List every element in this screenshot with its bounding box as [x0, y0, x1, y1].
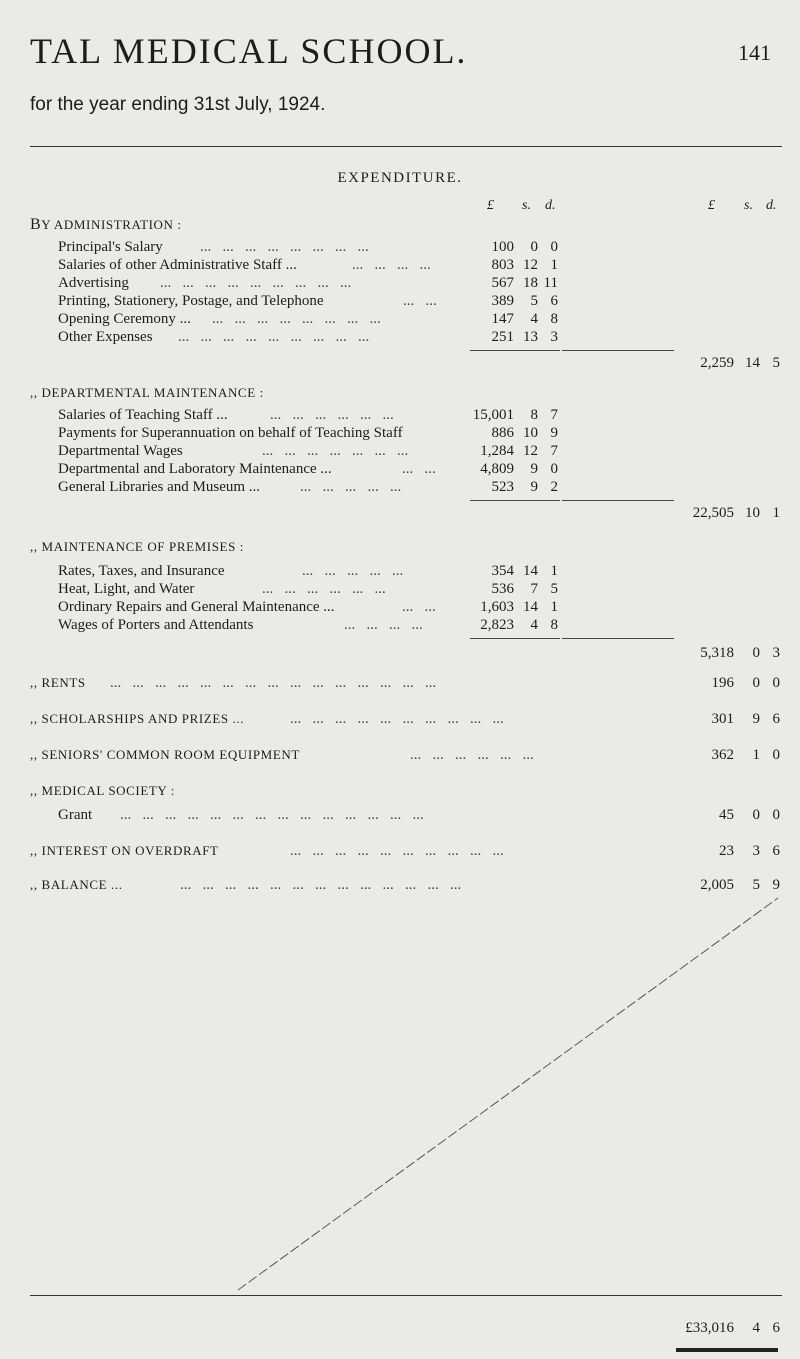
row-label: Departmental Wages — [58, 443, 183, 459]
amount-pounds: 100 — [491, 239, 514, 255]
page-subtitle: for the year ending 31st July, 1924. — [30, 94, 326, 115]
leader-dots: ... ... ... ... ... ... ... ... ... — [160, 275, 352, 291]
row-label: ,, MEDICAL SOCIETY : — [30, 783, 176, 798]
grand-total-pounds: £33,016 — [685, 1320, 734, 1336]
amount-pence: 9 — [550, 425, 558, 441]
total-shillings-header: s. — [744, 198, 753, 213]
amount-pounds: 15,001 — [472, 407, 514, 423]
amount-pence: 1 — [550, 563, 558, 579]
sub-pounds-header: £ — [487, 198, 494, 213]
total-pence: 6 — [772, 843, 780, 859]
leader-dots: ... ... ... ... ... ... ... ... ... ... — [290, 711, 504, 727]
leader-dots: ... ... ... ... ... ... ... ... ... ... ... ... ... ... ... — [110, 675, 437, 691]
total-shillings: 5 — [752, 877, 760, 893]
leader-dots: ... ... ... ... ... ... — [410, 747, 534, 763]
row-label: ,, RENTS — [30, 675, 86, 690]
amount-pence: 0 — [550, 239, 558, 255]
amount-shillings: 0 — [530, 239, 538, 255]
amount-pounds: 4,809 — [480, 461, 514, 477]
total-pence: 0 — [772, 807, 780, 823]
amount-pence: 1 — [550, 257, 558, 273]
amount-pounds: 354 — [491, 563, 514, 579]
amount-pence: 5 — [550, 581, 558, 597]
row-label: Heat, Light, and Water — [58, 581, 195, 597]
total-shillings: 14 — [745, 355, 760, 371]
leader-dots: ... ... ... ... ... ... ... — [262, 443, 409, 459]
amount-pounds: 567 — [491, 275, 514, 291]
total-pence-header: d. — [766, 198, 777, 213]
leader-dots: ... ... ... ... ... ... ... ... — [200, 239, 369, 255]
grand-total-underline — [676, 1348, 778, 1352]
amount-pounds: 1,603 — [480, 599, 514, 615]
row-label: Salaries of Teaching Staff ... — [58, 407, 228, 423]
amount-pence: 0 — [550, 461, 558, 477]
amount-pence: 7 — [550, 407, 558, 423]
amount-shillings: 18 — [523, 275, 538, 291]
total-pounds: 301 — [711, 711, 734, 727]
amount-shillings: 5 — [530, 293, 538, 309]
amount-shillings: 12 — [523, 443, 538, 459]
row-label: Printing, Stationery, Postage, and Telephone — [58, 293, 324, 309]
total-pounds: 2,005 — [700, 877, 734, 893]
amount-pence: 7 — [550, 443, 558, 459]
grand-total-row — [0, 1320, 800, 1340]
group-heading-label: BY ADMINISTRATION : — [30, 216, 182, 233]
amount-shillings: 14 — [523, 599, 538, 615]
row-label: ,, SCHOLARSHIPS AND PRIZES ... — [30, 711, 245, 726]
row-label: General Libraries and Museum ... — [58, 479, 261, 495]
total-pence: 9 — [772, 877, 780, 893]
grand-total-shillings: 4 — [752, 1320, 760, 1336]
row-label: ,, SENIORS' COMMON ROOM EQUIPMENT — [30, 747, 300, 762]
leader-dots: ... ... ... ... ... — [300, 479, 402, 495]
amount-pounds: 523 — [491, 479, 514, 495]
total-pence: 1 — [772, 505, 780, 521]
total-pence: 0 — [772, 747, 780, 763]
group-heading-label: ,, MAINTENANCE OF PREMISES : — [30, 539, 244, 554]
row-label: ,, INTEREST ON OVERDRAFT — [30, 843, 219, 858]
group-heading-label: ,, DEPARTMENTAL MAINTENANCE : — [30, 385, 264, 400]
amount-pounds: 389 — [491, 293, 514, 309]
amount-pence: 6 — [550, 293, 558, 309]
amount-pounds: 1,284 — [480, 443, 514, 459]
amount-shillings: 10 — [523, 425, 538, 441]
total-shillings: 0 — [752, 645, 760, 661]
row-label: Rates, Taxes, and Insurance — [58, 563, 225, 579]
leader-dots: ... ... ... ... — [344, 617, 423, 633]
row-label: Wages of Porters and Attendants — [58, 617, 254, 633]
row-label: Advertising — [58, 275, 129, 291]
amount-pounds: 886 — [491, 425, 514, 441]
amount-shillings: 13 — [523, 329, 538, 345]
sub-pence-header: d. — [545, 198, 556, 213]
row-label: Departmental and Laboratory Maintenance ... — [58, 461, 332, 477]
amount-shillings: 14 — [523, 563, 538, 579]
leader-dots: ... ... ... ... ... ... ... ... ... ... ... ... ... ... — [120, 807, 424, 823]
total-pounds-header: £ — [708, 198, 715, 213]
leader-dots: ... ... — [403, 293, 437, 309]
total-pence: 0 — [772, 675, 780, 691]
total-pounds: 5,318 — [700, 645, 734, 661]
amount-pence: 3 — [550, 329, 558, 345]
total-shillings: 3 — [752, 843, 760, 859]
total-shillings: 9 — [752, 711, 760, 727]
leader-dots: ... ... — [402, 461, 436, 477]
amount-shillings: 4 — [530, 311, 538, 327]
amount-pence: 11 — [543, 275, 558, 291]
leader-dots: ... ... ... ... ... ... ... ... ... ... — [290, 843, 504, 859]
section-title: EXPENDITURE. — [337, 170, 463, 186]
leader-dots: ... ... ... ... ... ... — [262, 581, 386, 597]
amount-pence: 1 — [550, 599, 558, 615]
leader-dots: ... ... ... ... — [352, 257, 431, 273]
page-number: 141 — [738, 40, 771, 65]
row-label: Principal's Salary — [58, 239, 163, 255]
total-pounds: 2,259 — [700, 355, 734, 371]
total-pounds: 45 — [719, 807, 734, 823]
row-label: Opening Ceremony ... — [58, 311, 191, 327]
total-shillings: 10 — [745, 505, 760, 521]
total-pence: 3 — [772, 645, 780, 661]
row-label: Payments for Superannuation on behalf of Teaching Staff — [58, 425, 403, 441]
sub-shillings-header: s. — [522, 198, 531, 213]
total-shillings: 1 — [752, 747, 760, 763]
total-pence: 6 — [772, 711, 780, 727]
amount-pounds: 803 — [491, 257, 514, 273]
total-pence: 5 — [772, 355, 780, 371]
amount-shillings: 4 — [530, 617, 538, 633]
leader-dots: ... ... ... ... ... ... ... ... ... — [178, 329, 370, 345]
amount-pence: 8 — [550, 617, 558, 633]
row-label: Other Expenses — [58, 329, 153, 345]
grand-total-pence: 6 — [772, 1320, 780, 1336]
amount-pence: 8 — [550, 311, 558, 327]
row-label: Ordinary Repairs and General Maintenance ... — [58, 599, 335, 615]
total-pounds: 23 — [719, 843, 734, 859]
amount-pounds: 251 — [491, 329, 514, 345]
total-pounds: 196 — [711, 675, 734, 691]
row-label: Grant — [58, 807, 93, 823]
total-pounds: 22,505 — [692, 505, 734, 521]
amount-shillings: 7 — [530, 581, 538, 597]
amount-shillings: 9 — [530, 479, 538, 495]
leader-dots: ... ... ... ... ... ... ... ... — [212, 311, 381, 327]
total-shillings: 0 — [752, 675, 760, 691]
amount-shillings: 9 — [530, 461, 538, 477]
amount-pounds: 147 — [491, 311, 514, 327]
leader-dots: ... ... ... ... ... ... — [270, 407, 394, 423]
total-pounds: 362 — [711, 747, 734, 763]
total-shillings: 0 — [752, 807, 760, 823]
leader-dots: ... ... — [402, 599, 436, 615]
leader-dots: ... ... ... ... ... — [302, 563, 404, 579]
row-label: ,, BALANCE ... — [30, 877, 123, 892]
amount-pounds: 536 — [491, 581, 514, 597]
page-title: TAL MEDICAL SCHOOL. — [30, 31, 468, 71]
amount-pence: 2 — [550, 479, 558, 495]
amount-pounds: 2,823 — [480, 617, 514, 633]
amount-shillings: 8 — [530, 407, 538, 423]
row-label: Salaries of other Administrative Staff ... — [58, 257, 297, 273]
amount-shillings: 12 — [523, 257, 538, 273]
bottom-rule — [30, 1295, 782, 1296]
leader-dots: ... ... ... ... ... ... ... ... ... ... ... ... ... — [180, 877, 462, 893]
